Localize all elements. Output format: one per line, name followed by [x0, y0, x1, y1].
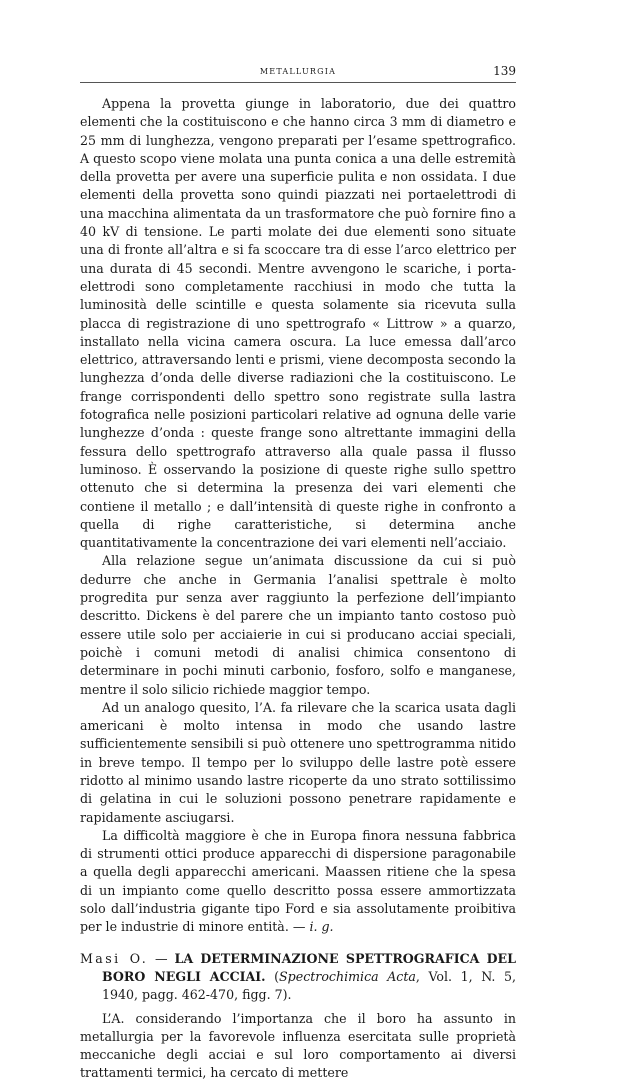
- paragraph-4-text: La difficoltà maggiore è che in Europa finora nessuna fabbrica di strumenti ottici produce apparecchi di dispersione paragonabile a quella degli apparecchi americani. Maassen ritiene che la spesa di un impianto come quello descritto possa essere ammortizzata solo dall’industria gigante tipo Ford e sia assolutamente proibitiva per le industrie di minore entità. —: [80, 827, 516, 935]
- header-rule: [80, 82, 516, 83]
- section-gap: [80, 937, 516, 950]
- paragraph-2-text: Alla relazione segue un’animata discussione da cui si può dedurre che anche in Germania l’analisi spettrale è molto progredita pur senza aver raggiunto la perfezione dell’impianto descritto. Dickens è del parere che un impianto tanto costoso può essere utile solo per acciaierie in cui si producano acciai speciali, poichè i comuni metodi di analisi chimica consentono di determinare in pochi minuti carbonio, fosforo, solfo e manganese, mentre il solo silicio richiede maggior tempo.: [80, 553, 516, 697]
- entry-dash: —: [148, 950, 175, 966]
- bibliographic-entry: Masi O. — LA DETERMINAZIONE SPETTROGRAFICA DEL BORO NEGLI ACCIAI. (Spectrochimica Acta, Vol. 1, N. 5, 1940, pagg. 462-470, figg. 7).: [80, 950, 516, 1003]
- entry-author: Masi O.: [80, 950, 149, 966]
- entry-journal: Spectrochimica Acta: [279, 968, 416, 984]
- closing-paragraph: [80, 1010, 516, 1083]
- paragraph-3-text: Ad un analogo quesito, l’A. fa rilevare che la scarica usata dagli americani è molto intensa in modo che usando lastre sufficientemente sensibili si può ottenere uno spettrogramma nitido in breve tempo. Il tempo per lo sviluppo delle lastre potè essere ridotto al minimo usando lastre ricoperte da uno strato sottilissimo di gelatina in cui le soluzioni possono penetrare rapidamente e rapidamente asciugarsi.: [80, 699, 516, 825]
- page-header: [80, 64, 516, 82]
- page-number: 139: [493, 64, 516, 78]
- paragraph-1-text: Appena la provetta giunge in laboratorio, due dei quattro elementi che la costituiscono e che hanno circa 3 mm di diametro e 25 mm di lunghezza, vengono preparati per l’esame spettrografico. A questo scopo viene molata una punta conica a una delle estremità della provetta per avere una superficie pulita e non ossidata. I due elementi della provetta sono quindi piazzati nei portaelettrodi di una macchina alimentata da un trasformatore che può fornire fino a 40 kV di tensione. Le parti molate dei due elementi sono situate una di fronte all’altra e si fa scoccare tra di esse l’arco elettrico per una durata di 45 secondi. Mentre avvengono le scariche, i porta-elettrodi sono completamente racchiusi in modo che tutta la luminosità delle scintille e questa solamente sia ricevuta sulla placca di registrazione di uno spettrografo « Littrow » a quarzo, installato nella vicina camera oscura. La luce emessa dall’arco elettrico, attraversando lenti e prismi, viene decomposta secondo la lunghezza d’onda delle diverse radiazioni che la costituiscono. Le frange corrispondenti dello spettro sono registrate sulla lastra fotografica nelle posizioni particolari relative ad ognuna delle varie lunghezze d’onda : queste frange sono altrettante immagini della fessura dello spettrografo attraverso alla quale passa il flusso luminoso. È osservando la posizione di queste righe sullo spettro ottenuto che si determina la presenza dei vari elementi che contiene il metallo ; e dall’intensità di queste righe in confronto a quella di righe caratteristiche, si determina anche quantitativamente la concentrazione dei vari elementi nell’acciaio.: [80, 96, 516, 551]
- entry-citation: , Vol. 1, N. 5, 1940, pagg. 462-470, figg. 7).: [102, 968, 516, 1003]
- reviewer-signature: i. g.: [309, 919, 334, 935]
- paragraph-3: [80, 699, 516, 827]
- closing-paragraph-text: L’A. considerando l’importanza che il boro ha assunto in metallurgia per la favorevole influenza esercitata sulle proprietà meccaniche degli acciai e sul loro comportamento ai diversi trattamenti termici, ha cercato di mettere: [80, 1010, 516, 1081]
- paragraph-2: [80, 552, 516, 698]
- paragraph-1: [80, 95, 516, 552]
- paragraph-4: [80, 827, 516, 937]
- body-text: [80, 95, 516, 1083]
- entry-title: LA DETERMINAZIONE SPETTROGRAFICA DEL BORO NEGLI ACCIAI.: [102, 950, 516, 984]
- running-title: METALLURGIA: [259, 67, 337, 76]
